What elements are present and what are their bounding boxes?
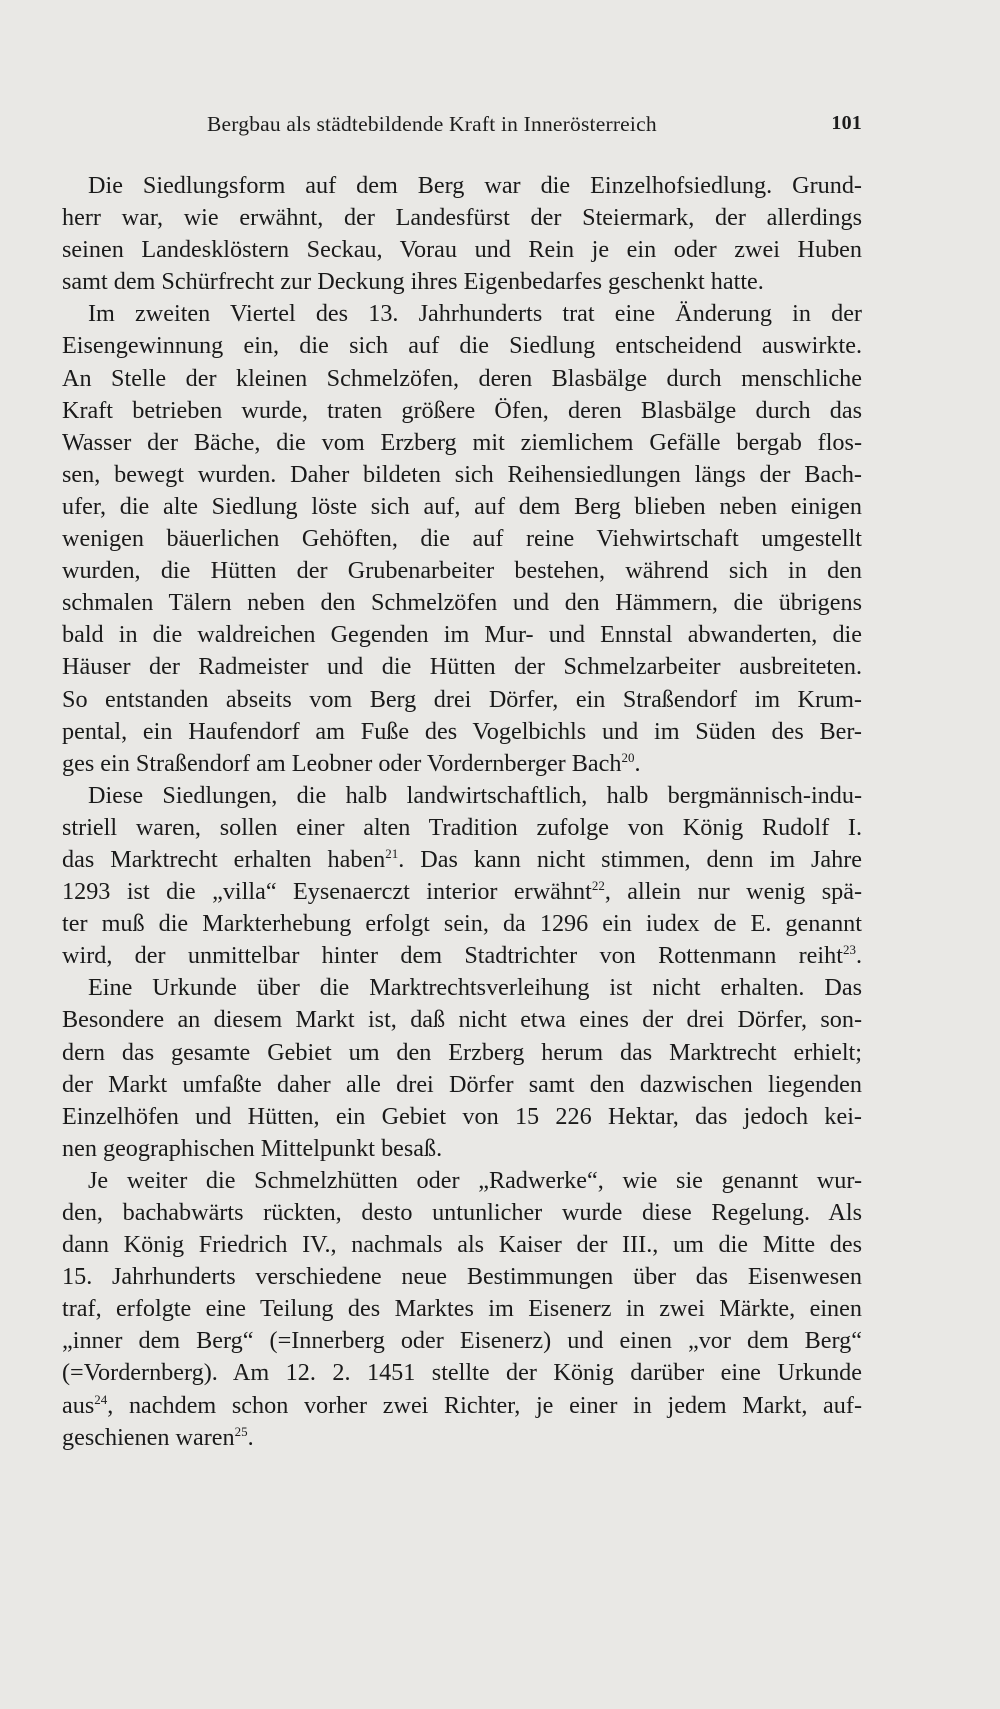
text-line bbox=[62, 908, 862, 940]
text-line bbox=[62, 748, 862, 780]
text-line-content: Eisengewinnung ein, die sich auf die Siedlung entscheidend auswirkte. bbox=[62, 332, 862, 360]
footnote-marker: 21 bbox=[385, 845, 399, 861]
text-line bbox=[62, 876, 862, 908]
text-line-content: dern das gesamte Gebiet um den Erzberg herum das Marktrecht erhielt; bbox=[62, 1038, 862, 1066]
footnote-marker: 20 bbox=[621, 749, 635, 765]
text-line bbox=[62, 266, 862, 298]
text-line bbox=[62, 363, 862, 395]
body-text bbox=[62, 170, 862, 1454]
text-line-content: (=Vordernberg). Am 12. 2. 1451 stellte der König darüber eine Urkunde bbox=[62, 1359, 862, 1387]
text-line bbox=[62, 1069, 862, 1101]
text-line-content: den, bachabwärts rückten, desto untunlicher wurde diese Regelung. Als bbox=[62, 1199, 862, 1226]
text-line-content: seinen Landesklöstern Seckau, Vorau und Rein je ein oder zwei Huben bbox=[62, 236, 862, 264]
text-line bbox=[62, 1197, 862, 1229]
text-line-content: „inner dem Berg“ (=Innerberg oder Eisenerz) und einen „vor dem Berg“ bbox=[62, 1327, 862, 1355]
text-line-content: sen, bewegt wurden. Daher bildeten sich Reihensiedlungen längs der Bach- bbox=[62, 460, 862, 488]
text-line bbox=[62, 1261, 862, 1293]
text-line bbox=[62, 1133, 862, 1165]
text-line-content: 1293 ist die „villa“ Eysenaerczt interior erwähnt bbox=[62, 878, 592, 906]
footnote-marker: 25 bbox=[234, 1423, 248, 1439]
text-line bbox=[62, 651, 862, 683]
footnote-marker: 23 bbox=[842, 942, 856, 958]
text-line bbox=[62, 298, 862, 330]
text-line bbox=[62, 1293, 862, 1325]
text-line bbox=[62, 1390, 862, 1422]
text-line bbox=[62, 234, 862, 266]
text-line-content: So entstanden abseits vom Berg drei Dörfer, ein Straßendorf im Krum- bbox=[62, 685, 862, 713]
text-line-content: Eine Urkunde über die Marktrechtsverleihung ist nicht erhalten. Das bbox=[88, 974, 862, 1002]
text-line-content: Besondere an diesem Markt ist, daß nicht etwa eines der drei Dörfer, son- bbox=[62, 1006, 862, 1034]
text-line bbox=[62, 812, 862, 844]
text-line-content: ufer, die alte Siedlung löste sich auf, auf dem Berg blieben neben einigen bbox=[62, 492, 862, 520]
text-line-content: Häuser der Radmeister und die Hütten der Schmelzarbeiter ausbreiteten. bbox=[62, 653, 862, 681]
text-line-content: ter muß die Markterhebung erfolgt sein, da 1296 ein iudex de E. genannt bbox=[62, 910, 862, 938]
text-line bbox=[62, 1004, 862, 1036]
text-line bbox=[62, 395, 862, 427]
text-line-content: Diese Siedlungen, die halb landwirtschaftlich, halb bergmännisch-indu- bbox=[88, 781, 862, 809]
text-line-content: samt dem Schürfrecht zur Deckung ihres Eigenbedarfes geschenkt hatte. bbox=[62, 268, 764, 296]
text-line-content: herr war, wie erwähnt, der Landesfürst der Steiermark, der allerdings bbox=[62, 204, 862, 232]
text-line bbox=[62, 1165, 862, 1197]
text-line-content: 15. Jahrhunderts verschiedene neue Bestimmungen über das Eisenwesen bbox=[62, 1263, 862, 1291]
running-header bbox=[62, 112, 862, 146]
text-line-continuation: , nachdem schon vorher zwei Richter, je einer in jedem Markt, auf- bbox=[107, 1391, 862, 1419]
text-line bbox=[62, 940, 862, 972]
footnote-marker: 24 bbox=[94, 1391, 108, 1407]
text-line-content: wurden, die Hütten der Grubenarbeiter bestehen, während sich in den bbox=[62, 557, 862, 585]
text-line bbox=[62, 619, 862, 651]
text-line-content: wird, der unmittelbar hinter dem Stadtrichter von Rottenmann reiht bbox=[62, 942, 843, 970]
text-line-continuation: . bbox=[855, 942, 862, 970]
text-line-content: striell waren, sollen einer alten Tradition zufolge von König Rudolf I. bbox=[62, 813, 862, 841]
text-line-content: Wasser der Bäche, die vom Erzberg mit ziemlichem Gefälle bergab flos- bbox=[62, 428, 862, 456]
text-line-content: pental, ein Haufendorf am Fuße des Vogelbichls und im Süden des Ber- bbox=[62, 717, 862, 745]
text-line bbox=[62, 716, 862, 748]
text-line bbox=[62, 491, 862, 523]
text-line bbox=[62, 684, 862, 716]
text-line bbox=[62, 523, 862, 555]
text-line bbox=[62, 330, 862, 362]
text-line-continuation: . Das kann nicht stimmen, denn im Jahre bbox=[398, 845, 863, 873]
text-line-content: Einzelhöfen und Hütten, ein Gebiet von 15 226 Hektar, das jedoch kei- bbox=[62, 1102, 862, 1130]
text-line bbox=[62, 1229, 862, 1261]
page-number: 101 bbox=[831, 112, 862, 134]
text-line bbox=[62, 459, 862, 491]
text-line bbox=[62, 1422, 862, 1454]
text-line-continuation: . bbox=[247, 1423, 254, 1451]
text-line bbox=[62, 1325, 862, 1357]
text-line-content: bald in die waldreichen Gegenden im Mur- und Ennstal abwanderten, die bbox=[62, 621, 862, 649]
text-line-content: Die Siedlungsform auf dem Berg war die Einzelhofsiedlung. Grund- bbox=[88, 172, 862, 199]
text-line bbox=[62, 780, 862, 812]
text-line bbox=[62, 972, 862, 1004]
text-line bbox=[62, 202, 862, 234]
text-line-content: geschienen waren bbox=[62, 1423, 235, 1451]
text-line bbox=[62, 1357, 862, 1389]
text-line-content: Je weiter die Schmelzhütten oder „Radwerke“, wie sie genannt wur- bbox=[88, 1166, 862, 1194]
running-title: Bergbau als städtebildende Kraft in Innerösterreich bbox=[207, 112, 657, 136]
text-line-content: Kraft betrieben wurde, traten größere Öfen, deren Blasbälge durch das bbox=[62, 396, 862, 424]
text-line-content: schmalen Tälern neben den Schmelzöfen und den Hämmern, die übrigens bbox=[62, 589, 862, 617]
text-line bbox=[62, 555, 862, 587]
text-line-continuation: , allein nur wenig spä- bbox=[604, 878, 862, 906]
text-line-content: nen geographischen Mittelpunkt besaß. bbox=[62, 1134, 443, 1162]
text-line-continuation: . bbox=[634, 749, 641, 777]
text-line bbox=[62, 1101, 862, 1133]
text-line bbox=[62, 844, 862, 876]
text-line-content: An Stelle der kleinen Schmelzöfen, deren Blasbälge durch menschliche bbox=[62, 364, 862, 392]
text-line-content: das Marktrecht erhalten haben bbox=[62, 845, 386, 873]
text-line-content: ges ein Straßendorf am Leobner oder Vordernberger Bach bbox=[62, 749, 622, 777]
footnote-marker: 22 bbox=[591, 878, 605, 894]
text-line-content: traf, erfolgte eine Teilung des Marktes im Eisenerz in zwei Märkte, einen bbox=[62, 1295, 862, 1323]
text-line-content: der Markt umfaßte daher alle drei Dörfer samt den dazwischen liegenden bbox=[62, 1070, 862, 1098]
text-line-content: Im zweiten Viertel des 13. Jahrhunderts trat eine Änderung in der bbox=[88, 300, 862, 328]
text-line bbox=[62, 170, 862, 202]
text-line bbox=[62, 587, 862, 619]
text-line-content: dann König Friedrich IV., nachmals als Kaiser der III., um die Mitte des bbox=[62, 1231, 862, 1259]
text-line bbox=[62, 427, 862, 459]
text-line-content: wenigen bäuerlichen Gehöften, die auf reine Viehwirtschaft umgestellt bbox=[62, 525, 862, 553]
text-line-content: aus bbox=[62, 1391, 95, 1419]
text-line bbox=[62, 1037, 862, 1069]
